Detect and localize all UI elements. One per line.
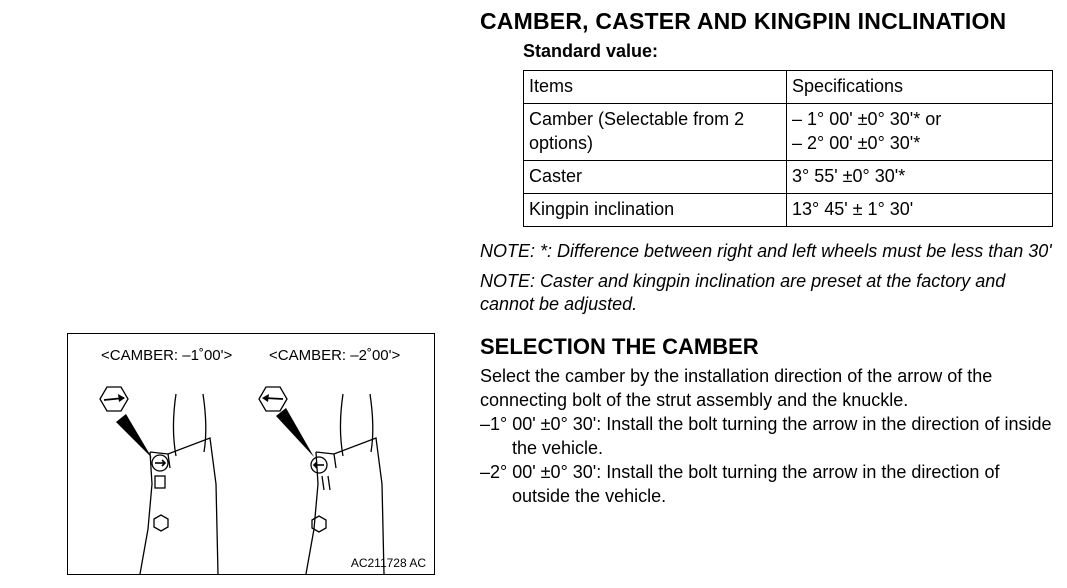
spec-table xyxy=(523,70,1053,227)
arrow-left-icon xyxy=(259,387,287,411)
arrow-right-icon xyxy=(100,387,128,411)
spec-camber-option-1: – 1° 00' ±0° 30'* or xyxy=(792,109,942,129)
spec-caster: 3° 55' ±0° 30'* xyxy=(787,161,1053,194)
table-row xyxy=(524,104,1053,161)
figure-code: AC211728 AC xyxy=(350,556,426,570)
table-row xyxy=(524,194,1053,227)
item-camber: Camber (Selectable from 2 options) xyxy=(524,104,787,161)
camber-illustration xyxy=(67,333,435,575)
item-kingpin: Kingpin inclination xyxy=(524,194,787,227)
spec-kingpin: 13° 45' ± 1° 30' xyxy=(787,194,1053,227)
item-caster: Caster xyxy=(524,161,787,194)
section-title: SELECTION THE CAMBER xyxy=(480,334,759,359)
table-header-row xyxy=(524,71,1053,104)
spec-camber xyxy=(787,104,1053,161)
spec-camber-option-2: – 2° 00' ±0° 30'* xyxy=(792,133,921,153)
option-minus-2: –2° 00' ±0° 30': Install the bolt turning the arrow in the direction of outside the vehicle. xyxy=(480,462,1000,506)
note-difference: NOTE: *: Difference between right and left wheels must be less than 30' xyxy=(480,241,1052,261)
option-minus-1: –1° 00' ±0° 30': Install the bolt turning the arrow in the direction of inside the vehicle. xyxy=(480,414,1052,458)
section-intro: Select the camber by the installation direction of the arrow of the connecting bolt of the strut assembly and the knuckle. xyxy=(480,366,993,410)
page-title: CAMBER, CASTER AND KINGPIN INCLINATION xyxy=(480,8,1007,34)
table-row xyxy=(524,161,1053,194)
strut-knuckle-drawing xyxy=(68,334,436,576)
note-preset: NOTE: Caster and kingpin inclination are preset at the factory and cannot be adjusted. xyxy=(480,271,1006,314)
header-items: Items xyxy=(524,71,787,104)
standard-value-label: Standard value: xyxy=(523,41,659,61)
header-specifications: Specifications xyxy=(787,71,1053,104)
caption-camber-minus-1: <CAMBER: –1˚00'> xyxy=(101,347,233,364)
caption-camber-minus-2: <CAMBER: –2˚00'> xyxy=(269,347,401,364)
spec-section xyxy=(480,8,1060,508)
